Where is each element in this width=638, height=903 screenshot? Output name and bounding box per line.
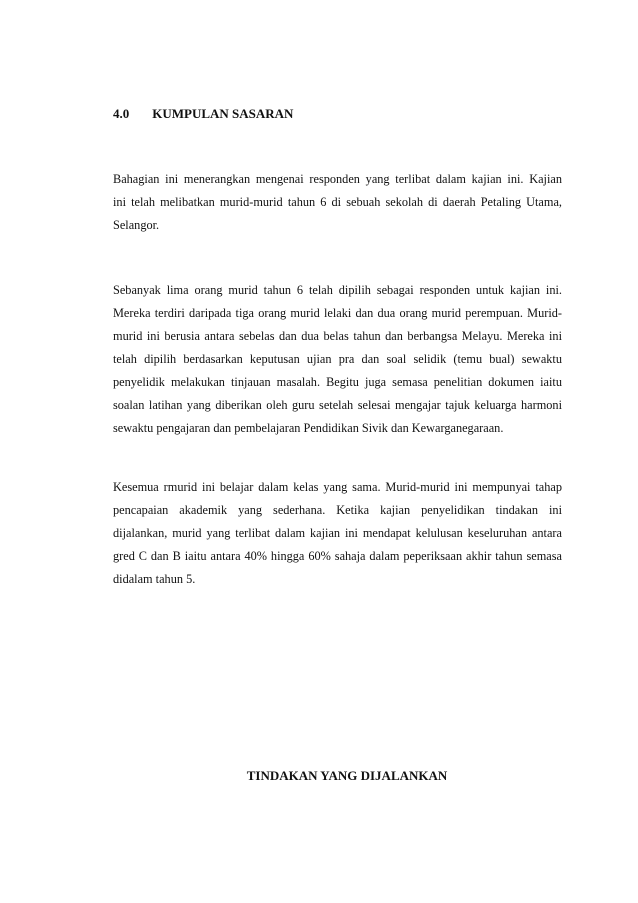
paragraph-line: dijalankan, murid yang terlibat dalam kajian ini mendapat kelulusan keseluruhan antara (113, 526, 562, 540)
paragraph-line: soalan latihan yang diberikan oleh guru setelah selesai mengajar tajuk keluarga harmoni (113, 398, 562, 412)
paragraph-line: telah dipilih berdasarkan keputusan ujian pra dan soal selidik (temu bual) sewaktu (113, 352, 562, 366)
paragraph-line: Sebanyak lima orang murid tahun 6 telah dipilih sebagai responden untuk kajian ini. (113, 283, 562, 297)
paragraph-line: sewaktu pengajaran dan pembelajaran Pendidikan Sivik dan Kewarganegaraan. (113, 421, 504, 435)
paragraph-responden (113, 168, 562, 237)
paragraph-pemilihan-responden (113, 279, 562, 440)
paragraph-line: Selangor. (113, 218, 160, 232)
paragraph-line: gred C dan B iaitu antara 40% hingga 60% sahaja dalam peperiksaan akhir tahun semasa (113, 549, 562, 563)
section-number: 4.0 (113, 106, 130, 121)
section-title: KUMPULAN SASARAN (152, 106, 294, 121)
paragraph-line: Mereka terdiri daripada tiga orang murid lelaki dan dua orang murid perempuan. Murid- (113, 306, 562, 320)
paragraph-line: ini telah melibatkan murid-murid tahun 6 di sebuah sekolah di daerah Petaling Utama, (113, 195, 562, 209)
paragraph-line: murid ini berusia antara sebelas dan dua belas tahun dan berbangsa Melayu. Mereka ini (113, 329, 562, 343)
paragraph-pencapaian (113, 476, 562, 591)
section-heading (113, 106, 293, 122)
next-section-heading: TINDAKAN YANG DIJALANKAN (246, 768, 448, 783)
paragraph-line: penyelidik melakukan tinjauan masalah. Begitu juga semasa penelitian dokumen iaitu (113, 375, 562, 389)
paragraph-line: pencapaian akademik yang sederhana. Ketika kajian penyelidikan tindakan ini (113, 503, 562, 517)
paragraph-line: Bahagian ini menerangkan mengenai responden yang terlibat dalam kajian ini. Kajian (113, 172, 562, 186)
paragraph-line: didalam tahun 5. (113, 572, 196, 586)
paragraph-line: Kesemua rmurid ini belajar dalam kelas yang sama. Murid-murid ini mempunyai tahap (113, 480, 562, 494)
